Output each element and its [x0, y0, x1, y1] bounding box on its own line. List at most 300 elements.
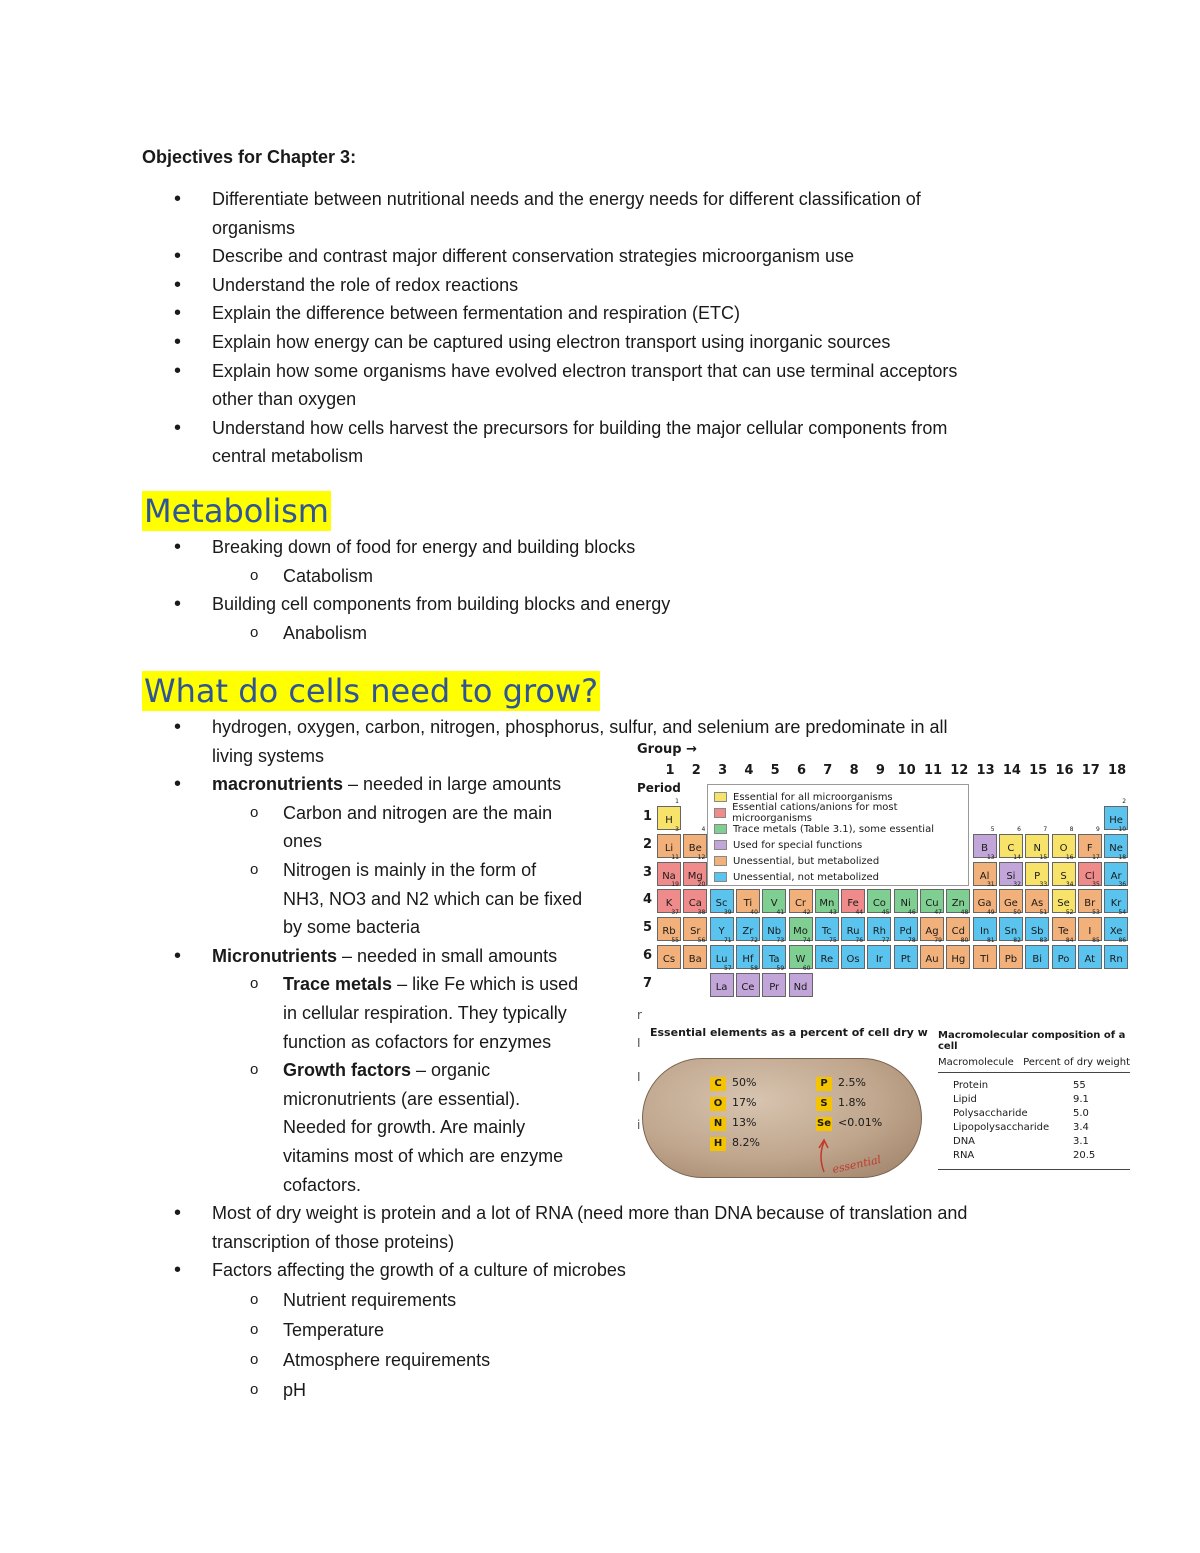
legend-label: Unessential, but metabolized	[733, 855, 880, 867]
element-symbol: Ta	[768, 954, 780, 965]
element-cell-ce	[736, 964, 760, 997]
atomic-number: 37	[671, 909, 679, 917]
element-symbol: Rh	[872, 926, 887, 938]
table-row	[938, 1093, 1130, 1107]
element-symbol: As	[1031, 898, 1044, 910]
list-item-continuation	[142, 1228, 967, 1257]
dry-weight-element	[710, 1136, 760, 1151]
group-number: 9	[875, 763, 885, 778]
element-percent: 8.2%	[732, 1136, 760, 1149]
element-symbol: O	[710, 1097, 726, 1111]
macromolecule-name: Lipid	[953, 1094, 977, 1105]
element-symbol: La	[715, 981, 728, 993]
atomic-number: 19	[671, 881, 679, 889]
element-symbol: Cu	[925, 898, 939, 910]
sub-list-item-continuation	[142, 999, 967, 1028]
element-cell-ba	[683, 937, 707, 969]
atomic-number: 59	[776, 964, 785, 972]
atomic-number: 74	[802, 937, 811, 944]
element-symbol: Lu	[715, 954, 728, 965]
element-symbol: Se	[817, 1118, 831, 1129]
atomic-number: 10	[1118, 825, 1127, 833]
atomic-number: 32	[1013, 881, 1021, 889]
element-symbol: Si	[1006, 870, 1016, 882]
list-item-continuation	[142, 385, 957, 414]
element-symbol: Ni	[900, 898, 911, 910]
list-item-text: other than oxygen	[212, 389, 357, 410]
atomic-number: 17	[1092, 853, 1100, 861]
period-number: 4	[643, 892, 653, 908]
atomic-number: 9	[1095, 825, 1100, 833]
element-symbol: Se	[1057, 898, 1070, 910]
atomic-number: 14	[1013, 853, 1021, 861]
element-symbol: Pb	[1004, 954, 1018, 965]
sub-list-item: o Carbon and nitrogen are the main	[142, 799, 967, 828]
period-number: 5	[643, 920, 653, 936]
atomic-number: 49	[986, 909, 995, 917]
element-symbol: Ne	[1109, 842, 1123, 854]
element-cell-au	[920, 937, 944, 969]
element-symbol: Xe	[1109, 926, 1123, 938]
sub-list-item: o Nitrogen is mainly in the form of	[142, 856, 967, 885]
element-symbol: Br	[1084, 898, 1096, 910]
element-symbol: Os	[846, 954, 860, 965]
atomic-number: 85	[1092, 937, 1100, 944]
element-percent: <0.01%	[838, 1116, 883, 1129]
term-micronutrients: Micronutrients	[212, 945, 338, 966]
dry-weight-element	[816, 1116, 882, 1131]
legend-label: Trace metals (Table 3.1), some essential	[733, 823, 934, 835]
period-number: 7	[643, 975, 653, 991]
atomic-number: 34	[1065, 881, 1074, 889]
element-symbol: Li	[664, 842, 674, 854]
atomic-number: 50	[1013, 909, 1021, 917]
list-item: • hydrogen, oxygen, carbon, nitrogen, phosphorus, sulfur, and selenium are predominate in all	[142, 713, 967, 742]
list-item: • Explain the difference between fermentation and respiration (ETC)	[142, 299, 957, 328]
atomic-number: 73	[776, 937, 785, 944]
element-symbol: Cd	[951, 926, 965, 938]
atomic-number: 60	[802, 964, 811, 972]
atomic-number: 42	[802, 909, 811, 917]
atomic-number: 79	[934, 937, 942, 944]
sub-list-item: o Catabolism	[142, 562, 670, 591]
list-item-continuation	[142, 442, 957, 471]
atomic-number: 3	[675, 825, 679, 833]
objectives-title: Objectives for Chapter 3:	[142, 147, 357, 167]
atomic-number: 82	[1013, 937, 1021, 944]
element-cell-pt	[894, 937, 918, 969]
list-item-text: micronutrients (are essential).	[283, 1088, 521, 1109]
list-item-text: function as cofactors for enzymes	[283, 1031, 552, 1052]
legend-label: Used for special functions	[733, 839, 863, 851]
growth-heading: What do cells need to grow?	[144, 672, 599, 710]
list-item: • Factors affecting the growth of a culture of microbes	[142, 1256, 967, 1285]
element-symbol: Kr	[1110, 898, 1122, 910]
dry-weight-element	[710, 1076, 756, 1091]
list-item-text: living systems	[212, 745, 325, 766]
element-symbol: Be	[688, 842, 702, 854]
atomic-number: 18	[1118, 853, 1127, 861]
element-symbol: C	[710, 1077, 726, 1091]
element-symbol: Ti	[743, 898, 753, 910]
group-number: 14	[1002, 763, 1021, 778]
table-row	[938, 1079, 1130, 1093]
group-number: 3	[718, 763, 728, 778]
sub-list-item: o pH	[142, 1375, 967, 1405]
atomic-number: 76	[855, 937, 864, 944]
periodic-table-figure	[637, 740, 1132, 1000]
column-header: Macromolecule	[938, 1057, 1014, 1068]
list-item-text: ones	[283, 831, 323, 852]
term-macronutrients: macronutrients	[212, 774, 344, 795]
legend-swatch	[714, 808, 726, 818]
atomic-number: 40	[750, 909, 758, 917]
macromolecule-name: DNA	[953, 1136, 976, 1147]
list-item: • Differentiate between nutritional needs and the energy needs for different classification of	[142, 185, 957, 214]
list-item-text: in cellular respiration. They typically	[283, 1002, 567, 1023]
dry-weight-element	[816, 1096, 866, 1111]
group-number: 13	[976, 763, 995, 778]
essential-annotation: essential	[831, 1153, 883, 1176]
group-number: 5	[770, 763, 780, 778]
dry-weight-element	[816, 1076, 866, 1091]
element-symbol: O	[1059, 842, 1068, 854]
atomic-number: 15	[1039, 853, 1048, 861]
atomic-number: 55	[671, 937, 679, 944]
list-item-text: organisms	[212, 217, 296, 238]
macromolecule-percent: 55	[1073, 1080, 1086, 1091]
margin-mark: r	[637, 1008, 642, 1022]
period-label: Period	[637, 781, 681, 795]
atomic-number: 20	[697, 881, 706, 889]
element-symbol: Cs	[662, 954, 676, 965]
macromolecule-percent: 9.1	[1073, 1094, 1089, 1105]
metabolism-heading: Metabolism	[144, 492, 329, 530]
element-percent: 50%	[732, 1076, 757, 1089]
atomic-number: 43	[829, 909, 837, 917]
atomic-number: 45	[881, 909, 890, 917]
atomic-number: 35	[1092, 881, 1100, 889]
term-trace-metals: Trace metals	[283, 974, 393, 995]
element-symbol: Pr	[769, 981, 780, 993]
element-symbol: H	[665, 815, 673, 826]
atomic-number: 80	[960, 937, 969, 944]
element-cell-os	[841, 937, 865, 969]
element-symbol: Al	[979, 870, 990, 882]
element-cell-rn	[1104, 937, 1128, 969]
group-number: 18	[1108, 763, 1127, 778]
element-cell-pb	[999, 937, 1023, 969]
element-symbol: Sn	[1004, 926, 1018, 938]
element-cell-cs	[657, 937, 681, 969]
element-symbol: Nd	[793, 981, 808, 993]
element-cell-at	[1078, 937, 1102, 969]
legend-label: Unessential, not metabolized	[733, 871, 879, 883]
group-number: 6	[796, 763, 807, 778]
list-item: • Breaking down of food for energy and building blocks	[142, 533, 670, 562]
element-symbol: Cl	[1084, 870, 1095, 882]
atomic-number: 72	[750, 937, 758, 944]
element-symbol: Te	[1058, 926, 1069, 938]
list-item-text: – like Fe which is used	[392, 974, 579, 995]
element-symbol: Tc	[821, 926, 832, 938]
legend-label: Essential for all microorganisms	[733, 791, 893, 803]
list-item-text: – organic	[411, 1060, 491, 1081]
period-number: 1	[643, 809, 653, 824]
atomic-number: 13	[986, 853, 995, 861]
element-percent: 2.5%	[838, 1076, 866, 1089]
atomic-number: 75	[829, 937, 837, 944]
element-symbol: S	[1060, 870, 1067, 882]
atomic-number: 51	[1039, 909, 1048, 917]
period-number: 6	[643, 948, 653, 963]
legend-swatch	[714, 792, 727, 802]
list-item-text: transcription of those proteins)	[212, 1231, 455, 1252]
legend-entry	[714, 837, 962, 853]
group-label: Group →	[637, 742, 697, 757]
table-row	[938, 1121, 1130, 1135]
atomic-number: 16	[1065, 853, 1074, 861]
periodic-table-legend	[707, 784, 969, 886]
element-symbol: Sc	[715, 898, 728, 910]
atomic-number: 56	[697, 937, 706, 944]
atomic-number: 39	[723, 909, 732, 917]
list-item-text: – needed in large amounts	[343, 774, 562, 795]
element-cell-re	[815, 937, 839, 969]
period-number: 2	[643, 836, 653, 852]
element-symbol: S	[816, 1097, 832, 1111]
macromolecule-table-header	[938, 1057, 1130, 1073]
sub-list-item: o Anabolism	[142, 619, 670, 648]
element-symbol: N	[710, 1117, 726, 1131]
legend-entry	[714, 821, 962, 837]
macromolecule-name: Polysaccharide	[953, 1108, 1028, 1119]
element-cell-ir	[867, 937, 891, 969]
list-item-text: – needed in small amounts	[337, 945, 558, 966]
element-symbol: Ce	[741, 981, 755, 993]
atomic-number: 7	[1043, 825, 1048, 833]
atomic-number: 8	[1069, 825, 1074, 833]
dry-weight-element	[710, 1096, 756, 1111]
atomic-number: 81	[986, 937, 995, 944]
sub-list-item: o Nutrient requirements	[142, 1285, 967, 1315]
atomic-number: 84	[1065, 937, 1074, 944]
group-number: 15	[1029, 763, 1048, 778]
element-symbol: Zn	[951, 898, 965, 910]
atomic-number: 36	[1118, 881, 1127, 889]
element-symbol: Ge	[1003, 898, 1018, 910]
element-symbol: Ca	[688, 898, 702, 910]
atomic-number: 48	[960, 909, 969, 917]
legend-entry	[714, 802, 962, 824]
macromolecule-name: Protein	[953, 1080, 989, 1091]
element-cell-tl	[973, 937, 997, 969]
dry-weight-title: Essential elements as a percent of cell dry w	[650, 1026, 928, 1039]
macromolecule-percent: 5.0	[1073, 1108, 1089, 1119]
atomic-number: 71	[723, 937, 732, 944]
element-symbol: Re	[820, 954, 834, 965]
legend-swatch	[714, 872, 727, 882]
atomic-number: 83	[1039, 937, 1048, 944]
element-symbol: W	[795, 954, 806, 965]
element-percent: 17%	[732, 1096, 757, 1109]
group-number: 16	[1055, 763, 1074, 778]
element-symbol: Pd	[899, 926, 912, 938]
element-symbol: At	[1084, 954, 1096, 965]
atomic-number: 57	[723, 964, 732, 972]
element-symbol: Sr	[690, 926, 701, 938]
element-symbol: Na	[662, 870, 676, 882]
list-item-text: cofactors.	[283, 1174, 362, 1195]
table-row	[938, 1107, 1130, 1121]
list-item-continuation	[142, 214, 957, 243]
element-symbol: N	[1033, 842, 1041, 854]
list-item: • Building cell components from building blocks and energy	[142, 590, 670, 619]
element-cell-hg	[946, 937, 970, 969]
element-symbol: Hg	[951, 954, 966, 965]
group-number: 7	[823, 763, 833, 778]
element-symbol: H	[710, 1137, 726, 1151]
metabolism-list	[142, 533, 670, 647]
atomic-number: 38	[697, 909, 706, 917]
element-symbol: F	[1086, 842, 1093, 854]
table-row	[938, 1135, 1130, 1149]
element-cell-la	[710, 964, 734, 997]
element-symbol: K	[665, 898, 673, 910]
legend-label: Essential cations/anions for most microorganisms	[732, 802, 898, 824]
list-item-text: NH3, NO3 and N2 which can be fixed	[283, 888, 583, 909]
element-symbol: In	[979, 926, 990, 938]
element-symbol: P	[816, 1077, 832, 1091]
atomic-number: 5	[990, 825, 995, 833]
element-symbol: Rn	[1109, 954, 1123, 965]
macromolecule-rows	[938, 1073, 1130, 1163]
element-symbol: Bi	[1032, 954, 1042, 965]
macromolecule-percent: 20.5	[1073, 1150, 1096, 1161]
atomic-number: 77	[881, 937, 890, 944]
element-symbol: Tl	[980, 954, 990, 965]
element-symbol: Zr	[742, 926, 754, 938]
element-symbol: Rb	[662, 926, 676, 938]
table-row	[938, 1149, 1130, 1163]
sub-list-item: o Temperature	[142, 1315, 967, 1345]
element-symbol: Ag	[925, 926, 939, 938]
element-symbol: Po	[1057, 954, 1070, 965]
objectives-list	[142, 185, 957, 471]
atomic-number: 1	[675, 798, 679, 805]
list-item-text: by some bacteria	[283, 917, 421, 938]
element-symbol: Y	[718, 926, 725, 938]
atomic-number: 86	[1118, 937, 1127, 944]
element-symbol: Mg	[687, 870, 703, 882]
group-number: 12	[950, 763, 969, 778]
group-number: 10	[897, 763, 916, 778]
list-item-text: central metabolism	[212, 446, 364, 467]
element-symbol: I	[1088, 926, 1092, 938]
macromolecule-name: RNA	[953, 1150, 975, 1161]
atomic-number: 53	[1092, 909, 1100, 917]
macromolecule-table-title: Macromolecular composition of a cell	[938, 1030, 1126, 1052]
atomic-number: 11	[671, 853, 679, 861]
column-header: Percent of dry weight	[1023, 1057, 1130, 1068]
atomic-number: 31	[986, 881, 995, 889]
element-symbol: Fe	[847, 898, 859, 910]
list-item: • Describe and contrast major different conservation strategies microorganism use	[142, 242, 957, 271]
atomic-number: 2	[1122, 798, 1127, 805]
list-item: • Understand the role of redox reactions	[142, 271, 957, 300]
atomic-number: 33	[1039, 881, 1048, 889]
element-symbol: Hf	[742, 954, 754, 965]
atomic-number: 12	[697, 853, 706, 861]
atomic-number: 78	[908, 937, 916, 944]
list-item-text: vitamins most of which are enzyme	[283, 1145, 564, 1166]
element-symbol: Ar	[1110, 870, 1122, 882]
element-symbol: P	[1034, 870, 1041, 882]
list-item: • Understand how cells harvest the precursors for building the major cellular components from	[142, 414, 957, 443]
margin-mark: i	[637, 1118, 641, 1132]
element-symbol: B	[981, 842, 989, 854]
atomic-number: 6	[1017, 825, 1021, 833]
element-symbol: C	[1007, 842, 1015, 854]
atomic-number: 47	[934, 909, 942, 917]
atomic-number: 41	[776, 909, 785, 917]
group-number: 1	[665, 763, 675, 778]
macromolecule-table	[938, 1030, 1130, 1170]
element-cell-pr	[762, 964, 786, 997]
element-percent: 1.8%	[838, 1096, 866, 1109]
period-number: 3	[643, 864, 653, 880]
element-symbol: Nb	[767, 926, 782, 938]
element-cell-nd	[789, 964, 813, 997]
atomic-number: 44	[855, 909, 864, 917]
macromolecule-name: Lipopolysaccharide	[953, 1122, 1050, 1133]
group-number: 11	[923, 763, 943, 778]
legend-entry	[714, 869, 962, 885]
atomic-number: 4	[701, 825, 706, 833]
element-symbol: He	[1109, 815, 1123, 826]
legend-entry	[714, 853, 962, 869]
element-symbol: V	[770, 898, 778, 910]
element-symbol: Co	[872, 898, 886, 910]
legend-swatch	[714, 856, 727, 866]
list-item: • Explain how some organisms have evolved electron transport that can use terminal acceptors	[142, 357, 957, 386]
atomic-number: 46	[908, 909, 916, 917]
group-number: 2	[691, 763, 701, 778]
sub-list-item: o Atmosphere requirements	[142, 1345, 967, 1375]
group-number: 8	[849, 763, 859, 778]
atomic-number: 54	[1118, 909, 1127, 917]
dry-weight-element	[710, 1116, 756, 1131]
element-percent: 13%	[732, 1116, 757, 1129]
macromolecule-percent: 3.1	[1073, 1136, 1089, 1147]
group-number: 4	[744, 763, 754, 778]
group-number: 17	[1081, 763, 1100, 778]
element-symbol: Ba	[688, 954, 702, 965]
element-symbol: Ga	[977, 898, 992, 910]
atomic-number: 52	[1065, 909, 1074, 917]
list-item: • Most of dry weight is protein and a lot of RNA (need more than DNA because of translation and	[142, 1199, 967, 1228]
element-symbol: Pt	[900, 954, 911, 965]
element-symbol: Sb	[1030, 926, 1044, 938]
element-cell-po	[1052, 937, 1076, 969]
list-item: • Explain how energy can be captured using electron transport using inorganic sources	[142, 328, 957, 357]
table-bottom-rule	[938, 1169, 1130, 1170]
term-growth-factors: Growth factors	[283, 1060, 412, 1081]
element-symbol: Au	[925, 954, 939, 965]
element-symbol: Mo	[793, 926, 808, 938]
legend-swatch	[714, 824, 727, 834]
element-cell-bi	[1025, 937, 1049, 969]
